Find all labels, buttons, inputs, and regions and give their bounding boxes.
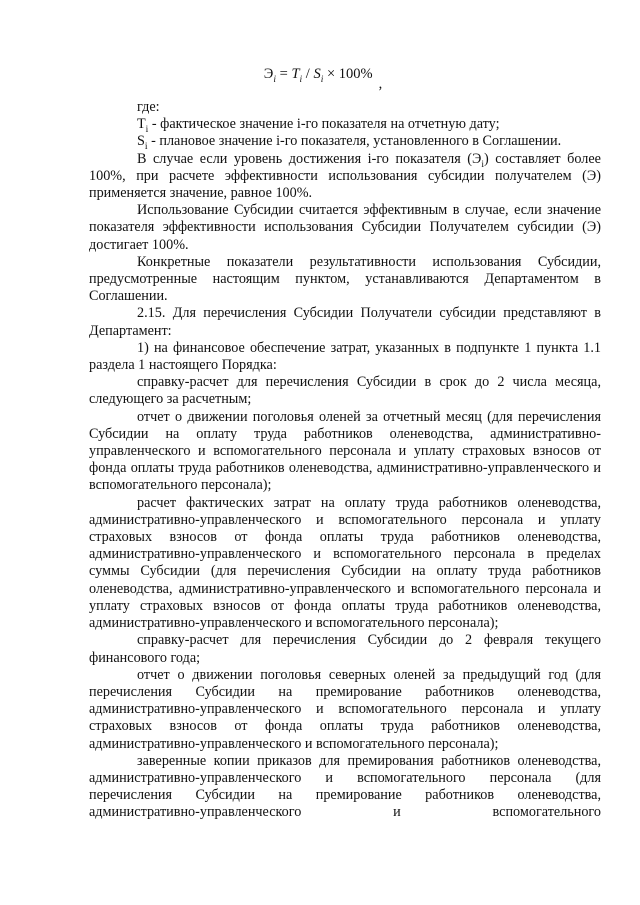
formula-times: × 100% bbox=[323, 66, 373, 82]
document-body bbox=[89, 99, 601, 822]
paragraph: Конкретные показатели результативности использования Субсидии, предусмотренные настоящим пунктом, устанавливаются Департаментом в Соглашении. bbox=[89, 253, 601, 305]
formula-slash: / bbox=[302, 66, 314, 82]
paragraph: справку-расчет для перечисления Субсидии в срок до 2 числа месяца, следующего за расчетным; bbox=[89, 374, 601, 408]
paragraph: заверенные копии приказов для премирования работников оленеводства, административно-управленческого и вспомогательного персонала (для перечисления Субсидии на премирование работников оленеводства, административно-управленческого и вспомогательного bbox=[89, 752, 601, 821]
paragraph: Использование Субсидии считается эффективным в случае, если значение показателя эффективности использования Субсидии Получателем субсидии (Э) достигает 100%. bbox=[89, 202, 601, 253]
definition-si bbox=[89, 133, 601, 153]
definition-ti bbox=[89, 116, 601, 136]
formula-t: T bbox=[291, 66, 300, 82]
where-label: где: bbox=[137, 99, 160, 115]
paragraph: расчет фактических затрат на оплату труда работников оленеводства, административно-управленческого и вспомогательного персонала и уплату страховых взносов от фонда оплаты труда работников оленеводства, административно-управленческого и вспомогательного персонала в пределах суммы Субсидии (для перечисления Субсидии на оплату труда работников оленеводства, административно-управленческого и вспомогательного персонала и уплату страховых взносов от фонда оплаты труда работников оленеводства, административно-управленческого и вспомогательного персонала); bbox=[89, 494, 601, 632]
symbol-s: S bbox=[137, 133, 145, 150]
formula-comma: , bbox=[378, 76, 383, 92]
definition-text: - плановое значение i-го показателя, установленного в Соглашении. bbox=[147, 133, 562, 150]
efficiency-formula bbox=[0, 66, 640, 92]
formula-s: S bbox=[313, 66, 321, 82]
symbol-sub: i bbox=[481, 159, 485, 170]
paragraph: отчет о движении поголовья северных оленей за предыдущий год (для перечисления Субсидии на премирование работников оленеводства, административно-управленческого и вспомогательного персонала и уплату страховых взносов от фонда оплаты труда работников оленеводства, административно-управленческого и вспомогательного персонала); bbox=[89, 666, 601, 752]
definition-text: - фактическое значение i-го показателя на отчетную дату; bbox=[148, 116, 500, 133]
paragraph: 2.15. Для перечисления Субсидии Получатели субсидии представляют в Департамент: bbox=[89, 305, 601, 339]
formula-eq: = bbox=[276, 66, 292, 82]
symbol-sub: i bbox=[145, 125, 149, 136]
formula-sub-i: i bbox=[273, 74, 276, 85]
paragraph: отчет о движении поголовья оленей за отчетный месяц (для перечисления Субсидии на оплату труда работников оленеводства, административно-управленческого и вспомогательного персонала и уплату страховых взносов от фонда оплаты труда работников оленеводства, административно-управленческого и вспомогательного персонала); bbox=[89, 408, 601, 494]
paragraph bbox=[89, 151, 601, 203]
formula-sub-i: i bbox=[320, 74, 324, 85]
paragraph-text: В случае если уровень достижения i-го показателя (Э bbox=[137, 150, 482, 167]
formula-e: Э bbox=[263, 66, 274, 82]
symbol-t: T bbox=[137, 116, 146, 133]
paragraph: справку-расчет для перечисления Субсидии до 2 февраля текущего финансового года; bbox=[89, 632, 601, 666]
paragraph-text: ) составляет более 100%, при расчете эффективности использования субсидии получателем (Э) применяется значение, равное 100%. bbox=[89, 150, 601, 202]
symbol-sub: i bbox=[144, 142, 148, 153]
paragraph: 1) на финансовое обеспечение затрат, указанных в подпункте 1 пункта 1.1 раздела 1 настоящего Порядка: bbox=[89, 339, 601, 374]
formula-sub-i: i bbox=[299, 74, 303, 85]
